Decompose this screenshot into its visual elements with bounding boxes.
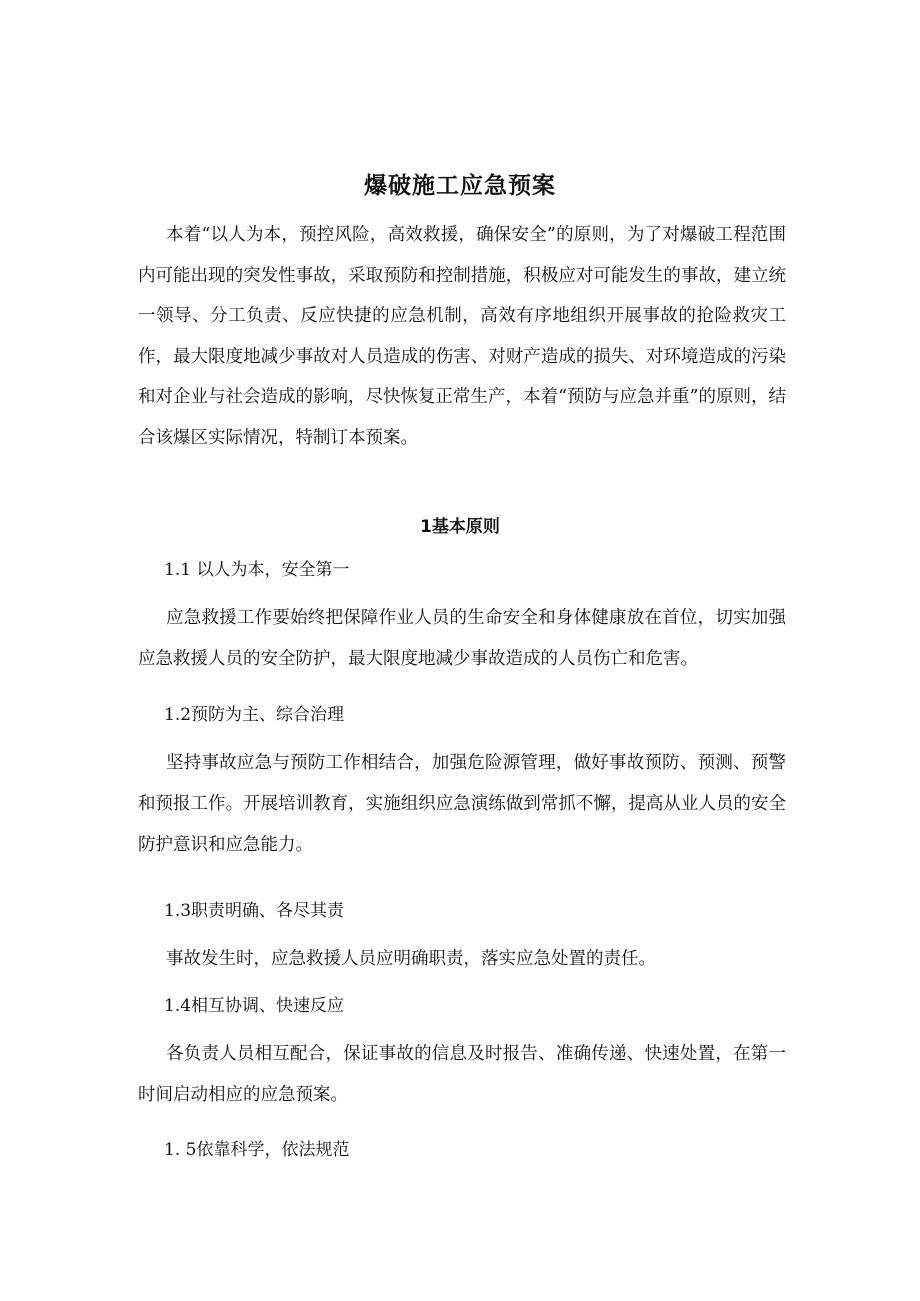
subsection-body-1-2: 坚持事故应急与预防工作相结合，加强危险源管理，做好事故预防、预测、预警和预报工作。开展培训教育，实施组织应急演练做到常抓不懈，提高从业人员的安全防护意识和应急能力。 <box>138 753 786 855</box>
subsection-heading-1-1: 1.1 以人为本，安全第一 <box>164 560 350 580</box>
subsection-heading-1-3: 1.3职责明确、各尽其责 <box>164 901 345 921</box>
subsection-heading-1-5: 1. 5依靠科学，依法规范 <box>164 1140 350 1160</box>
intro-paragraph: 本着“以人为本，预控风险，高效救援，确保安全”的原则，为了对爆破工程范围内可能出现的突发性事故，采取预防和控制措施，积极应对可能发生的事故，建立统一领导、分工负责、反应快捷的应急机制，高效有序地组织开展事故的抢险救灾工作，最大限度地减少事故对人员造成的伤害、对财产造成的损失、对环境造成的污染和对企业与社会造成的影响，尽快恢复正常生产，本着“预防与应急并重”的原则，结合该爆区实际情况，特制订本预案。 <box>138 225 786 448</box>
subsection-heading-1-2: 1.2预防为主、综合治理 <box>164 705 345 725</box>
subsection-heading-1-4: 1.4相互协调、快速反应 <box>164 996 345 1016</box>
subsection-body-1-4: 各负责人员相互配合，保证事故的信息及时报告、准确传递、快速处置，在第一时间启动相应的应急预案。 <box>138 1044 786 1105</box>
subsection-body-1-1: 应急救援工作要始终把保障作业人员的生命安全和身体健康放在首位，切实加强应急救援人员的安全防护，最大限度地减少事故造成的人员伤亡和危害。 <box>138 608 786 669</box>
section-heading-basic-principles: 1基本原则 <box>420 517 500 537</box>
subsection-body-1-3: 事故发生时，应急救援人员应明确职责，落实应急处置的责任。 <box>166 949 656 969</box>
document-title: 爆破施工应急预案 <box>364 173 556 199</box>
